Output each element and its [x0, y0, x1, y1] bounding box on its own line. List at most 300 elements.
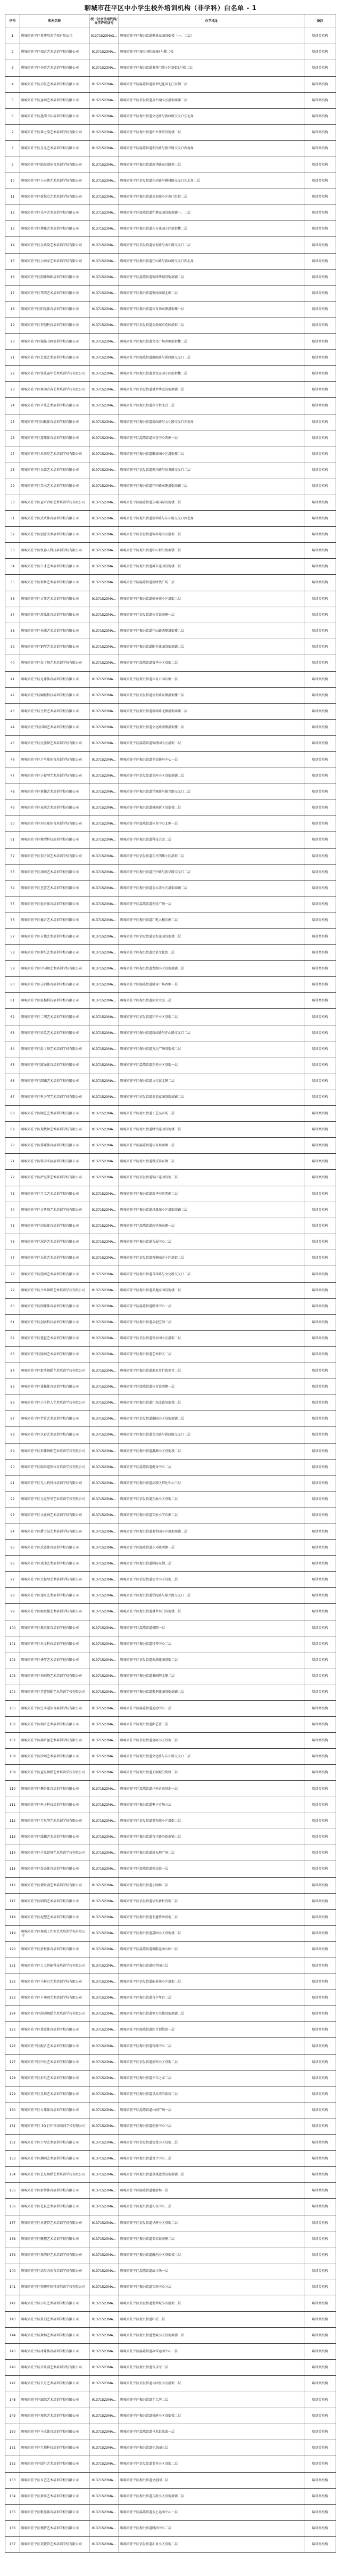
table-row: [5, 2504, 336, 2520]
credit-code: 91371523MA…: [89, 1668, 119, 1684]
school-address: 聊城市茌平区振兴街道少年之家二层: [119, 2070, 304, 2086]
table-row: [5, 1990, 336, 2006]
credit-code: 91371523MA…: [89, 2247, 119, 2263]
row-number: 118: [5, 1909, 20, 1925]
school-address: 聊城市茌平区振兴街道体育公园东侧一层: [119, 671, 304, 687]
institution-name: 聊城市茌平区阳光体育培训学校有限公司: [20, 301, 89, 317]
row-number: 25: [5, 414, 20, 430]
institution-type: 培训类机构: [304, 1009, 336, 1025]
row-number: 35: [5, 575, 20, 591]
institution-type: 培训类机构: [304, 1057, 336, 1073]
table-row: [5, 108, 336, 124]
header-row: [5, 14, 336, 28]
row-number: 156: [5, 2521, 20, 2537]
institution-type: 培训类机构: [304, 1025, 336, 1041]
credit-code: 91371523MA…: [89, 173, 119, 189]
school-address: 聊城市茌平区振兴街道传媒中心二层: [119, 2038, 304, 2054]
table-row: [5, 912, 336, 928]
row-number: 1: [5, 28, 20, 44]
table-row: [5, 92, 336, 108]
school-address: 聊城市茌平区信发街道金牛湖小区沿街商铺二层: [119, 92, 304, 108]
school-address: 聊城市茌平区温陈街道极限运动公园一层: [119, 1942, 304, 1958]
table-row: [5, 2086, 336, 2102]
row-number: 8: [5, 141, 20, 157]
table-row: [5, 1089, 336, 1105]
institution-type: 培训类机构: [304, 2279, 336, 2295]
school-address: 聊城市茌平区振兴街道中央华府沿街楼二层: [119, 125, 304, 141]
table-row: [5, 510, 336, 526]
school-address: 聊城市茌平区振兴街道创新中心三层: [119, 2118, 304, 2134]
table-row: [5, 832, 336, 848]
institution-name: 聊城市茌平区舞之韵艺术培训学校有限公司: [20, 125, 89, 141]
row-number: 29: [5, 478, 20, 494]
credit-code: 91371523MA…: [89, 414, 119, 430]
school-address: 聊城市茌平区振兴街道剧院东侧二层: [119, 1555, 304, 1571]
credit-code: 91371523MA…: [89, 1700, 119, 1716]
institution-type: 培训类机构: [304, 1170, 336, 1186]
credit-code: 91371523MA…: [89, 1250, 119, 1266]
credit-code: 91371523MA…: [89, 2183, 119, 2199]
table-row: [5, 1186, 336, 1202]
institution-type: 培训类机构: [304, 1298, 336, 1314]
institution-type: 培训类机构: [304, 1797, 336, 1813]
row-number: 82: [5, 1331, 20, 1347]
institution-name: 聊城市茌平区物理实验科技培训学校有限公司: [20, 2279, 89, 2295]
table-row: [5, 1105, 336, 1121]
institution-name: 聊城市茌平区跳绳体育培训学校有限公司: [20, 1057, 89, 1073]
institution-type: 培训类机构: [304, 1234, 336, 1250]
institution-type: 培训类机构: [304, 655, 336, 671]
credit-code: 91371523MA…: [89, 1732, 119, 1748]
institution-type: 培训类机构: [304, 896, 336, 912]
institution-name: 聊城市茌平区小主持人艺术培训学校有限公司: [20, 1395, 89, 1411]
row-number: 152: [5, 2456, 20, 2472]
institution-name: 聊城市茌平区体操体育培训学校有限公司: [20, 1379, 89, 1395]
table-row: [5, 2392, 336, 2408]
institution-type: 培训类机构: [304, 543, 336, 559]
school-address: 聊城市茌平区振兴街道非遗传承基地二层: [119, 1909, 304, 1925]
institution-name: 聊城市茌平区科学实验培训学校有限公司: [20, 1154, 89, 1170]
credit-code: 91371523MA…: [89, 2521, 119, 2537]
school-address: 聊城市茌平区振兴街道天润城沿街楼二层: [119, 1765, 304, 1781]
institution-type: 培训类机构: [304, 2537, 336, 2553]
credit-code: 91371523MA…: [89, 301, 119, 317]
credit-code: 91371523MA…: [89, 1009, 119, 1025]
institution-name: 聊城市茌平区街头舞蹈艺术培训学校有限公司: [20, 1363, 89, 1379]
institution-name: 聊城市茌平区乒乓球体育培训学校有限公司: [20, 752, 89, 768]
row-number: 105: [5, 1700, 20, 1716]
institution-name: 聊城市茌平区书法艺术培训学校有限公司: [20, 623, 89, 639]
institution-type: 培训类机构: [304, 2344, 336, 2360]
credit-code: 91371523MA…: [89, 286, 119, 301]
school-address: 聊城市茌平区温陈街道利民路与振兴路交叉口西南角: [119, 141, 304, 157]
row-number: 139: [5, 2247, 20, 2263]
school-address: 聊城市茌平区振兴街道中心街沿街商铺三层: [119, 543, 304, 559]
institution-name: 聊城市茌平区口才艺术培训学校有限公司: [20, 559, 89, 575]
row-number: 103: [5, 1668, 20, 1684]
school-address: 聊城市茌平区温陈街道休闲广场一层: [119, 2102, 304, 2118]
institution-name: 聊城市茌平区琵琶艺术培训学校有限公司: [20, 1331, 89, 1347]
school-address: 聊城市茌平区振兴街道文昌路与新政路交叉口二层: [119, 1427, 304, 1443]
credit-code: 91371523MA…: [89, 1539, 119, 1555]
credit-code: 91371523MA…: [89, 221, 119, 237]
institution-name: 聊城市茌平区游泳体育培训学校有限公司: [20, 607, 89, 623]
row-number: 129: [5, 2086, 20, 2102]
credit-code: 91371523MA…: [89, 2424, 119, 2440]
school-address: 聊城市茌平区温陈街道棋院一层: [119, 1620, 304, 1636]
institution-type: 培训类机构: [304, 1765, 336, 1781]
table-row: [5, 1765, 336, 1781]
credit-code: 91371523MA…: [89, 1926, 119, 1942]
institution-name: 聊城市茌平区帆船体育培训学校有限公司: [20, 2504, 89, 2520]
credit-code: 91371523MA…: [89, 977, 119, 993]
school-address: 聊城市茌平区温陈街道搏击馆一层: [119, 1861, 304, 1877]
row-number: 153: [5, 2472, 20, 2488]
credit-code: 91371523MA…: [89, 2070, 119, 2086]
row-number: 87: [5, 1411, 20, 1427]
credit-code: 91371523MA…: [89, 205, 119, 221]
row-number: 79: [5, 1282, 20, 1298]
institution-type: 培训类机构: [304, 1137, 336, 1153]
table-row: [5, 1315, 336, 1331]
institution-type: 培训类机构: [304, 752, 336, 768]
school-address: 聊城市茌平区振兴街道幸福苑小区南门沿街二层: [119, 189, 304, 205]
institution-type: 培训类机构: [304, 349, 336, 365]
school-address: 聊城市茌平区振兴街道软件园三层: [119, 1958, 304, 1974]
table-row: [5, 1572, 336, 1588]
institution-name: 聊城市茌平区礼仪艺术培训学校有限公司: [20, 2199, 89, 2215]
institution-type: 培训类机构: [304, 1877, 336, 1893]
institution-name: 聊城市茌平区单簧管艺术培训学校有限公司: [20, 2215, 89, 2231]
row-number: 145: [5, 2344, 20, 2360]
row-number: 113: [5, 1829, 20, 1845]
institution-name: 聊城市茌平区篆刻艺术培训学校有限公司: [20, 2311, 89, 2327]
table-row: [5, 2472, 336, 2488]
school-address: 聊城市茌平区振兴街道乐府小区沿街商铺二层: [119, 2488, 304, 2504]
school-address: 聊城市茌平区信发街道香榭丽舍小区沿街二层: [119, 1250, 304, 1266]
institution-name: 聊城市茌平区舞蹈工作室艺术培训学校有限公司: [20, 1926, 89, 1942]
institution-name: 聊城市茌平区奥博培训学校有限公司: [20, 28, 89, 44]
institution-type: 培训类机构: [304, 800, 336, 816]
school-address: 聊城市茌平区振兴街道茌山路与新政路交叉口西北角: [119, 253, 304, 269]
institution-name: 聊城市茌平区卡通画艺术培训学校有限公司: [20, 1990, 89, 2006]
table-row: [5, 752, 336, 768]
school-address: 聊城市茌平区振兴街道电子市场三层: [119, 1797, 304, 1813]
credit-code: 91371523MA…: [89, 2344, 119, 2360]
row-number: 13: [5, 221, 20, 237]
table-row: [5, 2311, 336, 2327]
row-number: 104: [5, 1684, 20, 1700]
row-number: 52: [5, 848, 20, 864]
credit-code: 91371523MA…: [89, 382, 119, 398]
table-row: [5, 1797, 336, 1813]
institution-type: 培训类机构: [304, 365, 336, 381]
institution-name: 聊城市茌平区围棋体育培训学校有限公司: [20, 414, 89, 430]
institution-type: 培训类机构: [304, 1572, 336, 1588]
institution-type: 培训类机构: [304, 494, 336, 510]
table-row: [5, 1009, 336, 1025]
credit-code: 91371523MA…: [89, 1347, 119, 1363]
table-row: [5, 414, 336, 430]
school-address: 聊城市茌平区振兴街道盛世名门沿街楼二层: [119, 1604, 304, 1620]
school-address: 聊城市茌平区振兴街道文化广场西侧沿街楼二层: [119, 333, 304, 349]
institution-name: 聊城市茌平区彩绘艺术培训学校有限公司: [20, 1025, 89, 1041]
table-row: [5, 928, 336, 944]
row-number: 86: [5, 1395, 20, 1411]
row-number: 32: [5, 526, 20, 542]
institution-type: 培训类机构: [304, 993, 336, 1009]
table-row: [5, 1234, 336, 1250]
credit-code: 91371523MA…: [89, 1749, 119, 1765]
school-address: 聊城市茌平区振兴街道翰林苑小区沿街二层: [119, 591, 304, 607]
institution-name: 聊城市茌平区舞林艺术培训学校有限公司: [20, 2327, 89, 2343]
credit-code: 91371523MA…: [89, 2295, 119, 2311]
school-address: 聊城市茌平区振兴街道茌山路西侧沿街楼二层: [119, 623, 304, 639]
credit-code: 91371523MA…: [89, 1797, 119, 1813]
institution-name: 聊城市茌平区朗诵艺术培训学校有限公司: [20, 1073, 89, 1089]
row-number: 109: [5, 1765, 20, 1781]
institution-name: 聊城市茌平区智创科技培训学校有限公司: [20, 317, 89, 333]
institution-type: 培训类机构: [304, 253, 336, 269]
institution-type: 培训类机构: [304, 1636, 336, 1652]
institution-type: 培训类机构: [304, 2199, 336, 2215]
credit-code: 91371523MA…: [89, 1893, 119, 1909]
school-address: 聊城市茌平区温陈街道体育中心西侧一层: [119, 430, 304, 446]
school-address: 聊城市茌平区振兴街道青少年宫二层: [119, 1990, 304, 2006]
table-row: [5, 2070, 336, 2086]
credit-code: 91371523MA…: [89, 108, 119, 124]
row-number: 92: [5, 1491, 20, 1507]
institution-name: 聊城市茌平区相声艺术培训学校有限公司: [20, 1716, 89, 1732]
institution-type: 培训类机构: [304, 1427, 336, 1443]
row-number: 141: [5, 2279, 20, 2295]
institution-name: 聊城市茌平区篮球体育培训学校有限公司: [20, 430, 89, 446]
credit-code: 91371523MA…: [89, 2118, 119, 2134]
credit-code: 91371523MA…: [89, 189, 119, 205]
school-address: 聊城市茌平区振兴街道新政路北侧沿街商铺二层: [119, 703, 304, 719]
table-row: [5, 2118, 336, 2134]
credit-code: 91371523MA…: [89, 1202, 119, 1218]
row-number: 72: [5, 1170, 20, 1186]
institution-type: 培训类机构: [304, 398, 336, 414]
credit-code: 91371523MA…: [89, 2279, 119, 2295]
institution-type: 培训类机构: [304, 1539, 336, 1555]
institution-name: 聊城市茌平区武道体育培训学校有限公司: [20, 1539, 89, 1555]
institution-type: 培训类机构: [304, 2360, 336, 2376]
row-number: 33: [5, 543, 20, 559]
institution-name: 聊城市茌平区田径体育培训学校有限公司: [20, 1218, 89, 1234]
school-address: 聊城市茌平区温陈街道网球中心一层: [119, 1298, 304, 1314]
table-row: [5, 687, 336, 703]
institution-type: 培训类机构: [304, 2247, 336, 2263]
credit-code: 91371523MA…: [89, 2408, 119, 2424]
table-row: [5, 1555, 336, 1571]
institution-name: 聊城市茌平区武术体育培训学校有限公司: [20, 510, 89, 526]
credit-code: 91371523MA…: [89, 1829, 119, 1845]
row-number: 155: [5, 2504, 20, 2520]
row-number: 140: [5, 2263, 20, 2279]
institution-type: 培训类机构: [304, 2006, 336, 2022]
school-address: 聊城市茌平区信发街道东方明珠小区沿街二层: [119, 848, 304, 864]
row-number: 117: [5, 1893, 20, 1909]
table-row: [5, 2488, 336, 2504]
row-number: 133: [5, 2150, 20, 2166]
table-row: [5, 2327, 336, 2343]
table-row: [5, 1137, 336, 1153]
institution-name: 聊城市茌平区跆拳道馆体育培训学校有限公司: [20, 1459, 89, 1475]
school-address: 聊城市茌平区信发街道碧水园小区沿街二层: [119, 1331, 304, 1347]
credit-code: 91371523MA…: [89, 92, 119, 108]
school-address: 聊城市茌平区振兴街道文化馆北侧二层: [119, 1073, 304, 1089]
institution-name: 聊城市茌平区童画艺术培训学校有限公司: [20, 92, 89, 108]
institution-name: 聊城市茌平区书画院艺术培训学校有限公司: [20, 1668, 89, 1684]
school-address: 聊城市茌平区振兴街道鑫源小区沿街楼二层: [119, 1443, 304, 1459]
institution-name: 聊城市茌平区竹笛艺术培训学校有限公司: [20, 1411, 89, 1427]
school-address: 聊城市茌平区振兴街道金色家园小区沿街楼二层: [119, 365, 304, 381]
institution-type: 培训类机构: [304, 1990, 336, 2006]
row-number: 131: [5, 2118, 20, 2134]
school-address: 聊城市茌平区振兴街道科技大厦二层: [119, 832, 304, 848]
row-number: 41: [5, 671, 20, 687]
row-number: 108: [5, 1749, 20, 1765]
credit-code: 91371523MA…: [89, 559, 119, 575]
table-row: [5, 1523, 336, 1539]
school-address: 聊城市茌平区振兴街道城市花园沿街楼二层: [119, 559, 304, 575]
table-row: [5, 189, 336, 205]
table-row: [5, 896, 336, 912]
institution-name: 聊城市茌平区长号艺术培训学校有限公司: [20, 2376, 89, 2392]
row-number: 39: [5, 639, 20, 655]
institution-type: 培训类机构: [304, 108, 336, 124]
row-number: 124: [5, 2006, 20, 2022]
school-address: 聊城市茌平区振兴街道民俗文化街二层: [119, 944, 304, 960]
credit-code: 91371523MA…: [89, 1636, 119, 1652]
institution-type: 培训类机构: [304, 1555, 336, 1571]
row-number: 37: [5, 607, 20, 623]
credit-code: 91371523MA…: [89, 1089, 119, 1105]
institution-name: 聊城市茌平区人工智能科技培训学校有限公司: [20, 1958, 89, 1974]
institution-type: 培训类机构: [304, 2070, 336, 2086]
institution-name: 聊城市茌平区萨克斯艺术培训学校有限公司: [20, 1170, 89, 1186]
table-row: [5, 2199, 336, 2215]
table-row: [5, 1282, 336, 1298]
institution-name: 聊城市茌平区形体舞蹈艺术培训学校有限公司: [20, 1443, 89, 1459]
row-number: 80: [5, 1298, 20, 1314]
table-row: [5, 880, 336, 896]
institution-name: 聊城市茌平区启航艺术培训学校有限公司: [20, 76, 89, 92]
row-number: 61: [5, 993, 20, 1009]
institution-name: 聊城市茌平区 3D 打印科技培训学校有限公司: [20, 2118, 89, 2134]
institution-name: 聊城市茌平区现代舞艺术培训学校有限公司: [20, 1121, 89, 1137]
row-number: 36: [5, 591, 20, 607]
institution-name: 聊城市茌平区油画艺术培训学校有限公司: [20, 864, 89, 880]
institution-type: 培训类机构: [304, 2376, 336, 2392]
row-number: 64: [5, 1041, 20, 1057]
school-address: 聊城市茌平区振兴街道会展中心二层: [119, 1234, 304, 1250]
institution-type: 培训类机构: [304, 2183, 336, 2199]
institution-name: 聊城市茌平区中阮艺术培训学校有限公司: [20, 2054, 89, 2070]
institution-name: 聊城市茌平区拉丁舞艺术培训学校有限公司: [20, 655, 89, 671]
school-address: 聊城市茌平区振兴街道步行街北首二层: [119, 398, 304, 414]
institution-name: 聊城市茌平区美术艺术培训学校有限公司: [20, 478, 89, 494]
row-number: 15: [5, 253, 20, 269]
institution-name: 聊城市茌平区双簧管艺术培训学校有限公司: [20, 2537, 89, 2553]
row-number: 22: [5, 365, 20, 381]
institution-type: 培训类机构: [304, 1121, 336, 1137]
school-address: 聊城市茌平区温陈街道水上运动中心一层: [119, 2504, 304, 2520]
row-number: 21: [5, 349, 20, 365]
institution-name: 聊城市茌平区音乐剧艺术培训学校有限公司: [20, 2360, 89, 2376]
credit-code: 91371523MA…: [89, 1073, 119, 1089]
table-row: [5, 462, 336, 478]
row-number: 5: [5, 92, 20, 108]
institution-name: 聊城市茌平区童星舞蹈艺术培训学校有限公司: [20, 1765, 89, 1781]
institution-type: 培训类机构: [304, 671, 336, 687]
table-row: [5, 301, 336, 317]
institution-type: 培训类机构: [304, 510, 336, 526]
row-number: 57: [5, 928, 20, 944]
school-address: 聊城市茌平区振兴街道悦府小区沿街楼二层: [119, 2408, 304, 2424]
table-row: [5, 1732, 336, 1748]
institution-type: 培训类机构: [304, 1716, 336, 1732]
credit-code: 91371523MA…: [89, 816, 119, 832]
school-address: 聊城市茌平区温陈街道体育馆西侧一层: [119, 1379, 304, 1395]
institution-type: 培训类机构: [304, 1893, 336, 1909]
institution-type: 培训类机构: [304, 2488, 336, 2504]
table-row: [5, 2521, 336, 2537]
credit-code: 91371523MA…: [89, 253, 119, 269]
table-row: [5, 2022, 336, 2038]
credit-code: 91371523MA…: [89, 2215, 119, 2231]
credit-code: 91371523MA…: [89, 687, 119, 703]
table-row: [5, 2344, 336, 2360]
credit-code: 91371523MA…: [89, 2006, 119, 2022]
institution-type: 培训类机构: [304, 462, 336, 478]
row-number: 60: [5, 977, 20, 993]
table-row: [5, 141, 336, 157]
credit-code: 91371523MA…: [89, 1427, 119, 1443]
row-number: 30: [5, 494, 20, 510]
school-address: 聊城市茌平区振兴街道曲艺社二层: [119, 1716, 304, 1732]
table-row: [5, 2006, 336, 2022]
institution-type: 培训类机构: [304, 848, 336, 864]
school-address: 聊城市茌平区温陈街道健身中心二层: [119, 1459, 304, 1475]
institution-name: 聊城市茌平区播音艺术培训学校有限公司: [20, 912, 89, 928]
row-number: 18: [5, 301, 20, 317]
row-number: 154: [5, 2488, 20, 2504]
credit-code: 91371523MA…: [89, 2150, 119, 2166]
institution-type: 培训类机构: [304, 430, 336, 446]
row-number: 74: [5, 1202, 20, 1218]
school-address: 聊城市茌平区温陈街道富华小区沿街二层: [119, 655, 304, 671]
institution-type: 培训类机构: [304, 687, 336, 703]
row-number: 78: [5, 1266, 20, 1282]
school-address: 聊城市茌平区振兴街道印社二层: [119, 2311, 304, 2327]
row-number: 84: [5, 1363, 20, 1379]
row-number: 143: [5, 2311, 20, 2327]
row-number: 20: [5, 333, 20, 349]
institution-name: 聊城市茌平区柔道体育培训学校有限公司: [20, 2022, 89, 2038]
row-number: 149: [5, 2408, 20, 2424]
institution-name: 聊城市茌平区韵动舞蹈艺术培训学校有限公司: [20, 2006, 89, 2022]
institution-type: 培训类机构: [304, 2038, 336, 2054]
row-number: 88: [5, 1427, 20, 1443]
row-number: 28: [5, 462, 20, 478]
table-row: [5, 2456, 336, 2472]
institution-name: 聊城市茌平区生物科技培训学校有限公司: [20, 2440, 89, 2456]
credit-code: 91371523MA…: [89, 333, 119, 349]
school-address: 聊城市茌平区信发街道东海小区沿街二层: [119, 1491, 304, 1507]
